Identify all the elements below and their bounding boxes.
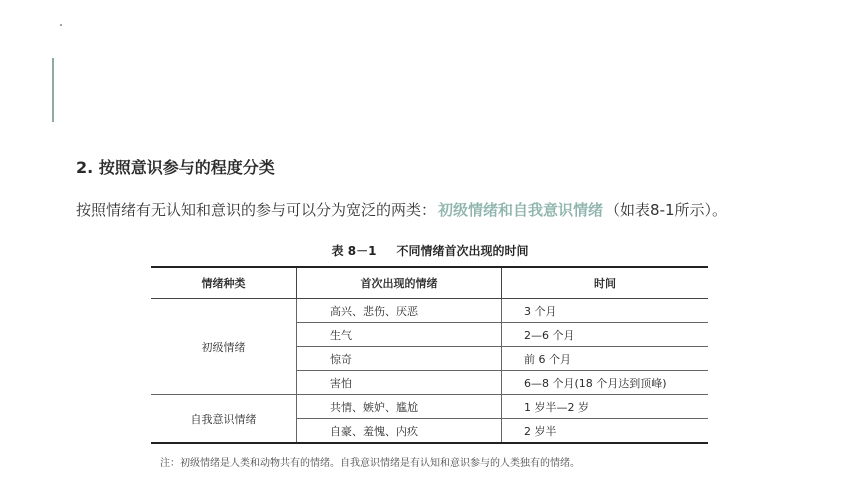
intro-suffix: （如表8-1所示）。 xyxy=(605,201,728,219)
emotion-cell: 自豪、羞愧、内疚 xyxy=(297,419,502,444)
time-cell: 6—8 个月(18 个月达到顶峰) xyxy=(502,371,709,395)
table-caption xyxy=(0,242,860,259)
header-emotion: 首次出现的情绪 xyxy=(297,267,502,299)
category-cell: 自我意识情绪 xyxy=(151,395,297,444)
time-cell: 前 6 个月 xyxy=(502,347,709,371)
table-caption-title: 不同情绪首次出现的时间 xyxy=(396,244,529,258)
intro-highlight: 初级情绪和自我意识情绪 xyxy=(438,201,604,219)
emotion-cell: 害怕 xyxy=(297,371,502,395)
table-header-row xyxy=(151,267,708,299)
header-category: 情绪种类 xyxy=(151,267,297,299)
accent-bar xyxy=(52,58,54,122)
category-cell: 初级情绪 xyxy=(151,299,297,395)
emotion-cell: 高兴、悲伤、厌恶 xyxy=(297,299,502,323)
time-cell: 2 岁半 xyxy=(502,419,709,444)
section-title: 2. 按照意识参与的程度分类 xyxy=(76,158,275,177)
emotion-table xyxy=(151,266,708,444)
emotion-cell: 惊奇 xyxy=(297,347,502,371)
table-row xyxy=(151,299,708,323)
emotion-cell: 生气 xyxy=(297,323,502,347)
intro-paragraph xyxy=(76,199,727,220)
table-caption-number: 表 8－1 xyxy=(331,244,377,258)
table-note: 注：初级情绪是人类和动物共有的情绪。自我意识情绪是有认知和意识参与的人类独有的情绪。 xyxy=(160,458,580,469)
corner-dot xyxy=(60,24,62,26)
time-cell: 1 岁半—2 岁 xyxy=(502,395,709,419)
time-cell: 2—6 个月 xyxy=(502,323,709,347)
emotion-cell: 共情、嫉妒、尴尬 xyxy=(297,395,502,419)
table-row xyxy=(151,395,708,419)
intro-prefix: 按照情绪有无认知和意识的参与可以分为宽泛的两类： xyxy=(76,201,437,219)
time-cell: 3 个月 xyxy=(502,299,709,323)
header-time: 时间 xyxy=(502,267,709,299)
